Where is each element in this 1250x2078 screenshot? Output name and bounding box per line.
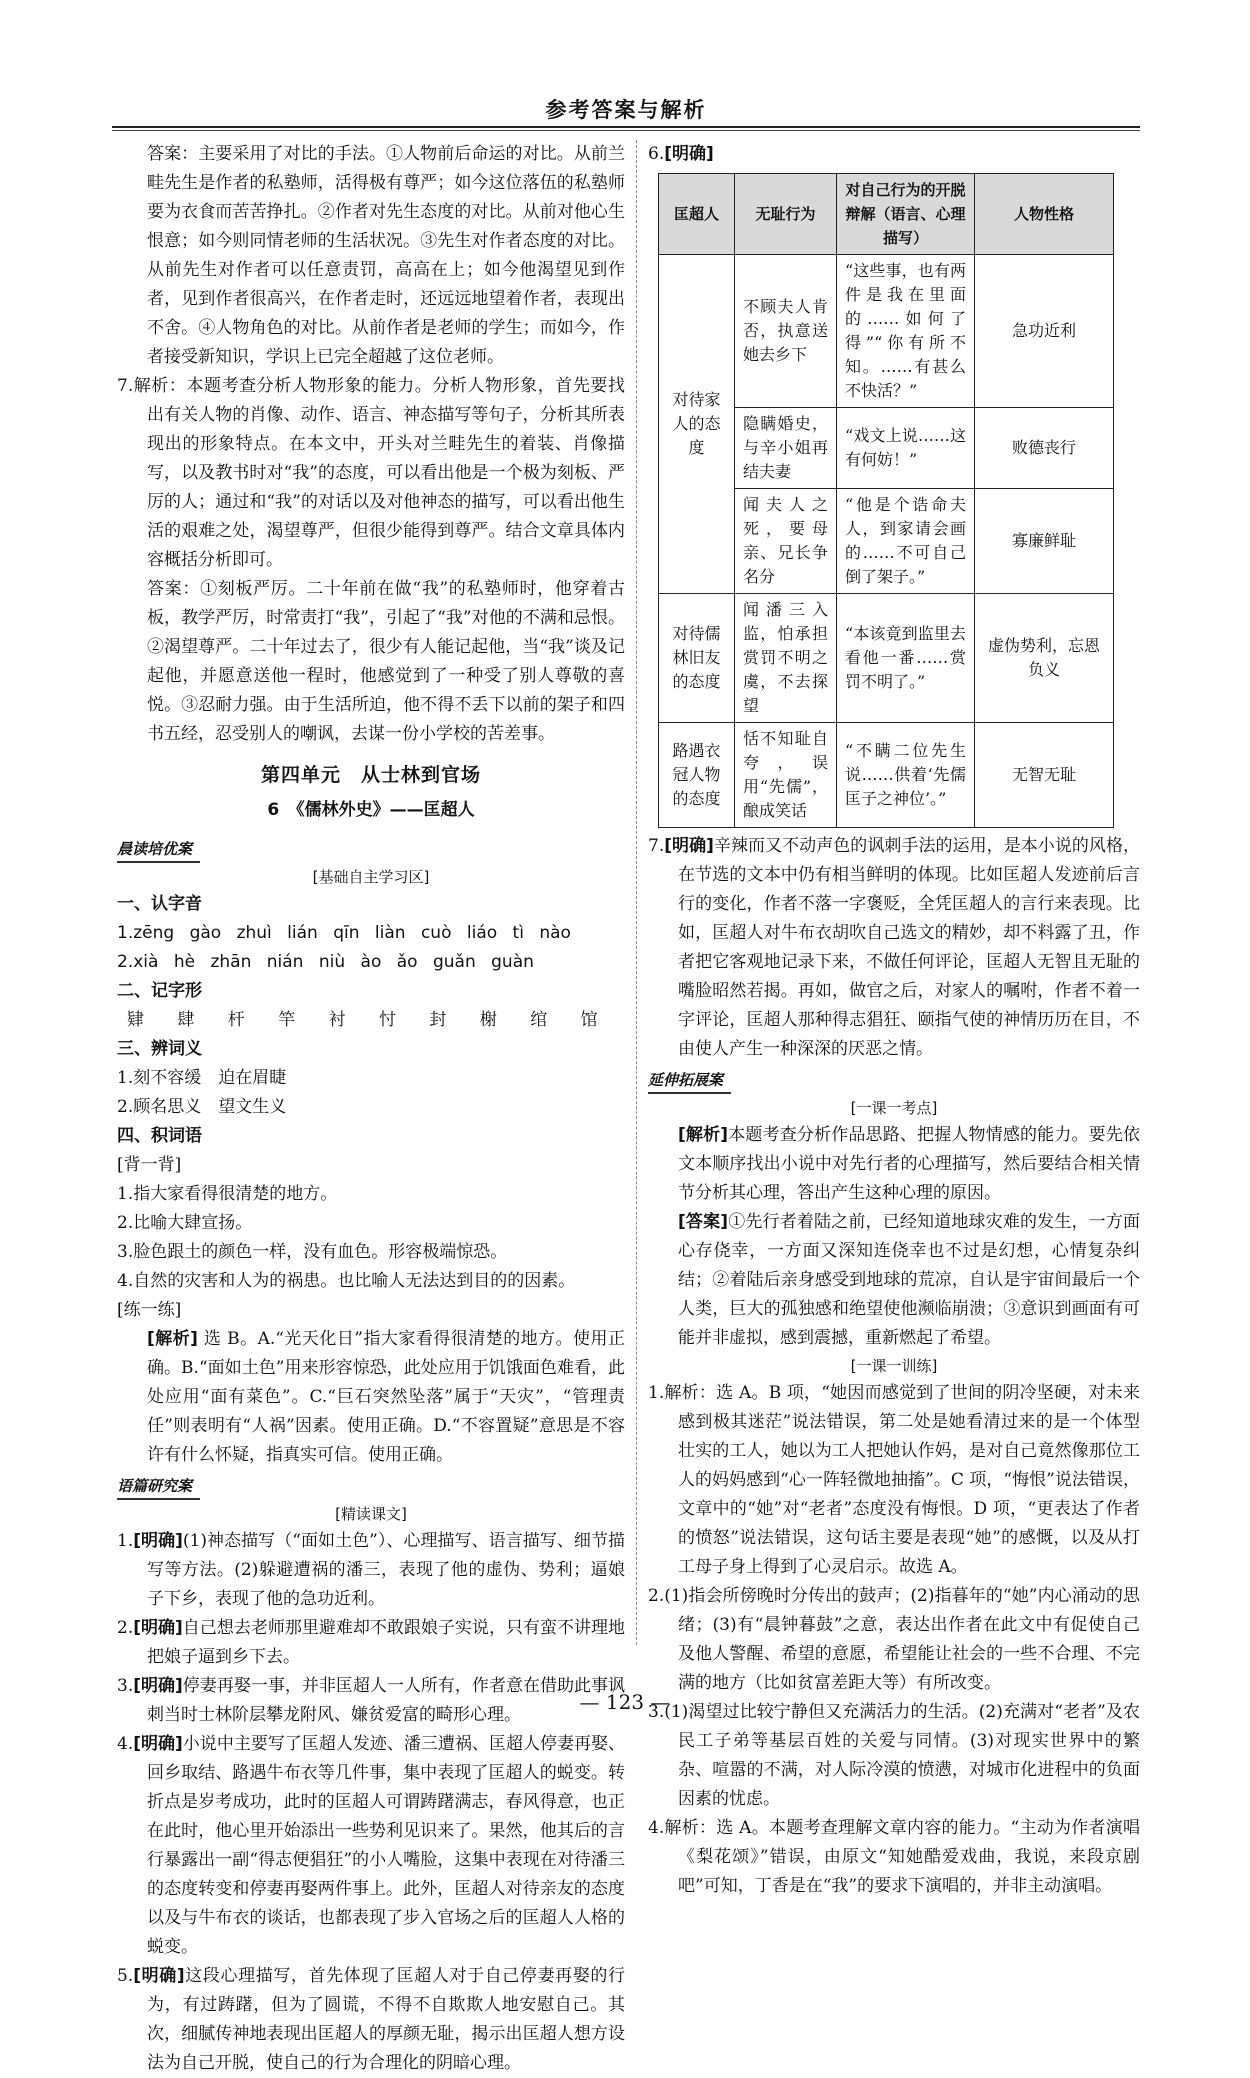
word-pair-1: 1.刻不容缓 迫在眉睫 xyxy=(117,1068,287,1088)
header-rule xyxy=(112,126,1140,128)
clarify-tag: [明确] xyxy=(664,836,714,856)
excuse-cell: “戏文上说……这有何妨！” xyxy=(837,408,975,489)
table-header: 人物性格 xyxy=(975,174,1114,255)
excuse-cell: “本该竟到监里去看他一番……赏罚不明了。” xyxy=(837,594,975,723)
section-morning-reading: 晨读培优案 xyxy=(117,837,200,863)
reading-answer-1: 1.[明确](1)神态描写（“面如土色”）、心理描写、语言描写、细节描写等方法。(2)躲避遭祸的潘三，表现了他的虚伪、势利；逼娘子下乡，表现了他的急功近利。 xyxy=(117,1531,625,1609)
training-answer-1: 1.解析：选 A。B 项，“她因而感觉到了世间的阴冷坚硬，对未来感到极其迷茫”说法错误，第二处是她看清过来的是一个体型壮实的工人，她以为工人把她认作妈，是对自己竟然像那位工人的妈妈感到“心一阵轻微地抽搐”。C 项，“悔恨”说法错误，文章中的“她”对“老者”态度没有悔恨。D 项，“更表达了作者的愤怒”说法错误，这句话主要是表现“她”的感慨，以及从打工母子身上得到了心灵启示。故选 A。 xyxy=(648,1383,1140,1577)
lesson-title: 6 《儒林外史》——匡超人 xyxy=(267,800,475,820)
table-header: 无耻行为 xyxy=(735,174,837,255)
character-analysis-table xyxy=(658,173,1114,828)
q7-answer-text: 辛辣而又不动声色的讽刺手法的运用，是本小说的风格，在节选的文本中仍有相当鲜明的体现。比如匡超人发迹前后言行的变化，作者不落一字褒贬，全凭匡超人的言行来表现。比如，匡超人对牛布衣胡吹自己选文的精妙，却不料露了丑，作者把它客观地记录下来，不做任何评论，匡超人无智且无耻的嘴脸昭然若揭。再如，做官之后，对家人的嘱咐，作者不着一字评论，匡超人那种得志猖狂、颐指气使的神情历历在目，不由使人产生一种深深的厌恶之情。 xyxy=(678,836,1140,1059)
reading-answer-3-text: 停妻再娶一事，并非匡超人一人所有，作者意在借助此事讽刺当时士林阶层攀龙附风、嫌贫爱富的畸形心理。 xyxy=(147,1676,625,1725)
trait-cell: 无智无耻 xyxy=(975,723,1114,828)
answer-paragraph: 答案：主要采用了对比的手法。①人物前后命运的对比。从前兰畦先生是作者的私塾师，活得极有尊严；如今这位落伍的私塾师要为衣食而苦苦挣扎。②作者对先生态度的对比。从前对他心生恨意；如今则同情老师的生活状况。③先生对作者态度的对比。从前先生对作者可以任意责罚，高高在上；如今他渴望见到作者，见到作者很高兴，在作者走时，还远远地望着作者，表现出不舍。④人物角色的对比。从前作者是老师的学生；而如今，作者接受新知识，学识上已完全超越了这位老师。 xyxy=(147,144,625,367)
recite-item-2: 2.比喻大肆宣扬。 xyxy=(117,1213,253,1233)
analysis-tag: [解析] xyxy=(147,1329,198,1349)
column-divider xyxy=(636,140,637,1645)
recite-item-4: 4.自然的灾害和人为的祸患。也比喻人无法达到目的的因素。 xyxy=(117,1271,576,1291)
subsection-basic: [基础自主学习区] xyxy=(312,868,430,886)
reading-answer-2: 2.[明确]自己想去老师那里避难却不敢跟娘子实说，只有蛮不讲理地把娘子逼到乡下去。 xyxy=(117,1618,625,1667)
test-point-answer xyxy=(648,1208,1140,1353)
trait-cell: 败德丧行 xyxy=(975,408,1114,489)
subsection-close-reading: [精读课文] xyxy=(335,1505,407,1523)
trait-cell: 寡廉鲜耻 xyxy=(975,489,1114,594)
subsection-test-point: [一课一考点] xyxy=(850,1099,938,1117)
reading-answer-5: 5.[明确]这段心理描写，首先体现了匡超人对于自己停妻再娶的行为，有过踌躇，但为了圆谎，不得不自欺欺人地安慰自己。其次，细腻传神地表现出匡超人的厚颜无耻，揭示出匡超人想方设法为自己开脱，使自己的行为合理化的阴暗心理。 xyxy=(117,1966,625,2073)
right-column xyxy=(648,140,1140,1901)
q7-number: 7. xyxy=(648,836,665,856)
attitude-cell: 对待家人的态度 xyxy=(659,255,735,594)
page-header xyxy=(112,96,1140,132)
test-point-answer-text: ①先行者着陆之前，已经知道地球灾难的发生，一方面心存侥幸，一方面又深知连侥幸也不过是幻想，心情复杂纠结；②着陆后亲身感受到地球的荒凉，自认是宇宙间最后一个人类，巨大的孤独感和绝望使他濒临崩溃；③意识到画面有可能并非虚拟，感到震撼，重新燃起了希望。 xyxy=(678,1212,1141,1348)
test-point-analysis xyxy=(648,1121,1140,1208)
table-header-row xyxy=(659,174,1114,255)
test-point-analysis-text: 本题考查分析作品思路、把握人物情感的能力。要先依文本顺序找出小说中对先行者的心理描写，然后要结合相关情节分析其心理，答出产生这种心理的原因。 xyxy=(678,1125,1141,1203)
left-column xyxy=(117,140,625,2078)
attitude-cell: 路遇衣冠人物的态度 xyxy=(659,723,735,828)
trait-cell: 虚伪势利，忘恩负义 xyxy=(975,594,1114,723)
analysis-tag: [解析] xyxy=(678,1125,729,1145)
answer-tag: [答案] xyxy=(678,1212,729,1232)
act-cell: 隐瞒婚史，与辛小姐再结夫妻 xyxy=(735,408,837,489)
clarify-tag: [明确] xyxy=(133,1734,183,1754)
act-cell: 不顾夫人肯否，执意送她去乡下 xyxy=(735,255,837,408)
practice-label: [练一练] xyxy=(117,1300,182,1320)
clarify-tag: [明确] xyxy=(133,1676,183,1696)
reading-answer-5-text: 这段心理描写，首先体现了匡超人对于自己停妻再娶的行为，有过踌躇，但为了圆谎，不得不自欺欺人地安慰自己。其次，细腻传神地表现出匡超人的厚颜无耻，揭示出匡超人想方设法为自己开脱，使自己的行为合理化的阴暗心理。 xyxy=(147,1966,625,2073)
trait-cell: 急功近利 xyxy=(975,255,1114,408)
table-row xyxy=(659,255,1114,408)
heading-word-meaning: 三、辨词义 xyxy=(117,1039,202,1059)
act-cell: 闻夫人之死，要母亲、兄长争名分 xyxy=(735,489,837,594)
clarify-tag: [明确] xyxy=(133,1618,183,1638)
table-header: 匡超人 xyxy=(659,174,735,255)
recite-label: [背一背] xyxy=(117,1155,182,1175)
table-row xyxy=(659,723,1114,828)
training-answer-3: 3.(1)渴望过比较宁静但又充满活力的生活。(2)充满对“老者”及农民工子弟等基层百姓的关爱与同情。(3)对现实世界中的繁杂、喧嚣的不满，对人际冷漠的愤懑，对城市化进程中的负面因素的忧虑。 xyxy=(648,1702,1140,1809)
q7-answer xyxy=(648,832,1140,1064)
q7-answer: 答案：①刻板严厉。二十年前在做“我”的私塾师时，他穿着古板，教学严厉，时常责打“我”，引起了“我”对他的不满和忌恨。②渴望尊严。二十年过去了，很少有人能记起他，当“我”谈及记起他，并愿意送他一程时，他感觉到了一种受了别人尊敬的喜悦。③忍耐力强。由于生活所迫，他不得不丢下以前的架子和四书五经，忍受别人的嘲讽，去谋一份小学校的苦差事。 xyxy=(147,579,625,744)
pinyin-line-2: 2.xià hè zhān nián niù ào ǎo guǎn guàn xyxy=(117,952,534,972)
heading-vocabulary: 四、积词语 xyxy=(117,1126,202,1146)
heading-pronunciation: 一、认字音 xyxy=(117,894,202,914)
table-row xyxy=(659,594,1114,723)
section-text-study: 语篇研究案 xyxy=(117,1474,200,1500)
act-cell: 恬不知耻自夸，误用“先儒”，酿成笑话 xyxy=(735,723,837,828)
training-answer-2: 2.(1)指会所傍晚时分传出的鼓声；(2)指暮年的“她”内心涌动的思绪；(3)有“晨钟暮鼓”之意，表达出作者在此文中有促使自己及他人警醒、希望的意愿，希望能让社会的一些不合理、不完满的地方（比如贫富差距大等）有所改变。 xyxy=(648,1586,1140,1693)
q6-label xyxy=(648,140,1140,169)
practice-analysis xyxy=(117,1325,625,1470)
reading-answer-1-text: (1)神态描写（“面如土色”）、心理描写、语言描写、细节描写等方法。(2)躲避遭祸的潘三，表现了他的虚伪、势利；逼娘子下乡，表现了他的急功近利。 xyxy=(147,1531,625,1609)
section-extension: 延伸拓展案 xyxy=(648,1068,731,1094)
q6-number: 6. xyxy=(648,144,665,164)
header-rule-thin xyxy=(112,130,1140,131)
subsection-training: [一课一训练] xyxy=(850,1357,938,1375)
analysis-text: 选 B。A.“光天化日”指大家看得很清楚的地方。使用正确。B.“面如土色”用来形容惊恐，此处应用于饥饿面色难看，此处应用“面有菜色”。C.“巨石突然坠落”属于“天灾”，“管理责任”则表明有“人祸”因素。使用正确。D.“不容置疑”意思是不容许有什么怀疑，指真实可信。使用正确。 xyxy=(147,1329,625,1465)
pinyin-line-1: 1.zēng gào zhuì lián qīn liàn cuò liáo tì nào xyxy=(117,923,571,943)
header-title: 参考答案与解析 xyxy=(545,98,707,122)
reading-answer-2-text: 自己想去老师那里避难却不敢跟娘子实说，只有蛮不讲理地把娘子逼到乡下去。 xyxy=(147,1618,625,1667)
clarify-tag: [明确] xyxy=(133,1531,183,1551)
character-list: 肄 肆 杆 竿 衬 忖 封 榭 绾 馆 xyxy=(127,1010,612,1030)
excuse-cell: “不瞒二位先生说……供着‘先儒匡子之神位’。” xyxy=(837,723,975,828)
reading-answer-4: 4.[明确]小说中主要写了匡超人发迹、潘三遭祸、匡超人停妻再娶、回乡取结、路遇牛布衣等几件事，集中表现了匡超人的蜕变。转折点是岁考成功，此时的匡超人可谓踌躇满志，春风得意，也正在此时，他心里开始添出一些势利见识来了。果然，他其后的言行暴露出一副“得志便猖狂”的小人嘴脸，这集中表现在对待潘三的态度转变和停妻再娶两件事上。此外，匡超人对待亲友的态度以及与牛布衣的谈话，也都表现了步入官场之后的匡超人人格的蜕变。 xyxy=(117,1734,625,1957)
reading-answer-4-text: 小说中主要写了匡超人发迹、潘三遭祸、匡超人停妻再娶、回乡取结、路遇牛布衣等几件事，集中表现了匡超人的蜕变。转折点是岁考成功，此时的匡超人可谓踌躇满志，春风得意，也正在此时，他心里开始添出一些势利见识来了。果然，他其后的言行暴露出一副“得志便猖狂”的小人嘴脸，这集中表现在对待潘三的态度转变和停妻再娶两件事上。此外，匡超人对待亲友的态度以及与牛布衣的谈话，也都表现了步入官场之后的匡超人人格的蜕变。 xyxy=(147,1734,625,1957)
unit-title: 第四单元 从士林到官场 xyxy=(260,764,481,786)
training-answer-4: 4.解析：选 A。本题考查理解文章内容的能力。“主动为作者演唱《梨花颂》”错误，由原文“知她酷爱戏曲，我说，来段京剧吧”可知，丁香是在“我”的要求下演唱的，并非主动演唱。 xyxy=(648,1818,1140,1896)
act-cell: 闻潘三入监，怕承担赏罚不明之虞，不去探望 xyxy=(735,594,837,723)
clarify-tag: [明确] xyxy=(133,1966,185,1986)
excuse-cell: “他是个诰命夫人，到家请会画的……不可自己倒了架子。” xyxy=(837,489,975,594)
recite-item-1: 1.指大家看得很清楚的地方。 xyxy=(117,1184,338,1204)
table-header: 对自己行为的开脱辩解（语言、心理描写） xyxy=(837,174,975,255)
heading-character-forms: 二、记字形 xyxy=(117,981,202,1001)
recite-item-3: 3.脸色跟土的颜色一样，没有血色。形容极端惊恐。 xyxy=(117,1242,508,1262)
attitude-cell: 对待儒林旧友的态度 xyxy=(659,594,735,723)
word-pair-2: 2.顾名思义 望文生义 xyxy=(117,1097,287,1117)
clarify-tag: [明确] xyxy=(664,144,714,164)
excuse-cell: “这些事，也有两件是我在里面的……如何了得”“你有所不知。……有甚么不快活？” xyxy=(837,255,975,408)
reading-answer-3: 3.[明确]停妻再娶一事，并非匡超人一人所有，作者意在借助此事讽刺当时士林阶层攀龙附风、嫌贫爱富的畸形心理。 xyxy=(117,1676,625,1725)
q7-analysis: 7.解析：本题考查分析人物形象的能力。分析人物形象，首先要找出有关人物的肖像、动作、语言、神态描写等句子，分析其所表现出的形象特点。在本文中，开头对兰畦先生的着装、肖像描写，以及教书时对“我”的态度，可以看出他是一个极为刻板、严厉的人；通过和“我”的对话以及对他神态的描写，可以看出他生活的艰难之处，渴望尊严，但很少能得到尊严。结合文章具体内容概括分析即可。 xyxy=(117,376,625,570)
page-number: — 123 — xyxy=(579,1690,671,1714)
